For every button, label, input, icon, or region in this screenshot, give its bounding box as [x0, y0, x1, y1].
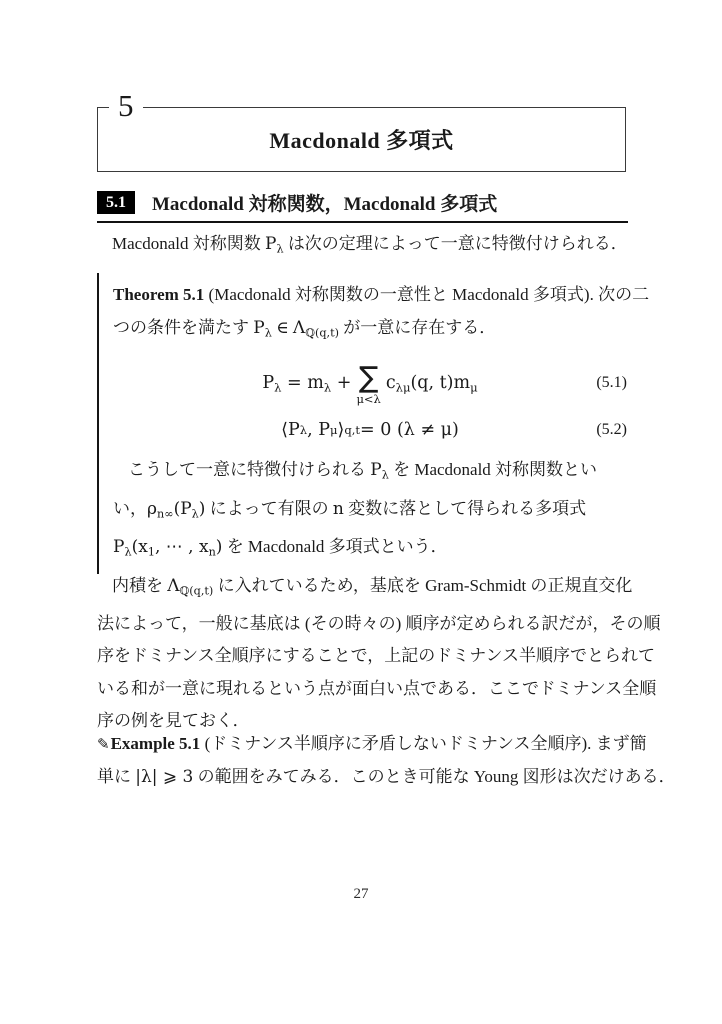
section-number-badge: 5.1: [97, 191, 135, 214]
section-rule: [97, 221, 628, 223]
equation-number: (5.2): [596, 421, 627, 439]
theorem-block: [97, 273, 650, 574]
text-line: 序の例を見ておく．: [97, 711, 250, 731]
text-line: 法によって，一般に基底は (その時々の) 順序が定められる訳だが，その順: [97, 613, 661, 633]
equation-5-1: [113, 354, 627, 412]
section-title: Macdonald 対称関数，Macdonald 多項式: [152, 194, 498, 215]
chapter-number: 5: [109, 87, 143, 125]
theorem-body-paragraph: [113, 453, 627, 568]
theorem-head-line: Theorem 5.1 (Macdonald 対称関数の一意性と Macdonald 多項式). 次の二: [113, 285, 650, 304]
sum-lower-limit: μ<λ: [356, 391, 381, 406]
text-line: 序をドミナンス全順序にすることで，上記のドミナンス半順序でとられて: [97, 646, 655, 666]
text-line: 内積を Λℚ(q,t) に入れているため，基底を Gram-Schmidt の正規直交化: [112, 576, 633, 598]
text-line: い，ρn∞(Pλ) によって有限の n 変数に落として得られる多項式: [113, 498, 587, 521]
chapter-heading: [97, 88, 626, 172]
text-line: いる和が一意に現れるという点が面白い点である．ここでドミナンス全順: [97, 678, 657, 698]
example-heading-text: Example 5.1 (ドミナンス半順序に矛盾しないドミナンス全順序). まず簡: [110, 734, 647, 753]
text-line: Pλ(x1, ⋯ , xn) を Macdonald 多項式という．: [113, 537, 448, 559]
text-line: 単に |λ| ⩾ 3 の範囲をみてみる．このとき可能な Young 図形は次だけある．: [97, 766, 676, 787]
equation-rhs: cλμ(q, t)mμ: [385, 372, 478, 395]
theorem-head-line: つの条件を満たす Pλ ∈ Λℚ(q,t) が一意に存在する．: [113, 318, 497, 340]
text-line: こうして一意に特徴付けられる Pλ を Macdonald 対称関数とい: [128, 460, 598, 482]
intro-paragraph: [97, 228, 628, 266]
sum-symbol-icon: ∑: [358, 359, 379, 394]
section-heading: [97, 190, 628, 223]
discussion-paragraph: [97, 570, 661, 738]
sum-operator: [356, 359, 381, 406]
equation-body: [262, 359, 478, 406]
example-block: [97, 728, 676, 793]
equation-5-2: [113, 414, 627, 446]
example-heading-line: [97, 728, 647, 761]
text-line: Macdonald 対称関数 Pλ は次の定理によって一意に特徴付けられる．: [112, 234, 628, 256]
equation-number: (5.1): [596, 374, 627, 392]
pencil-icon: ✎: [97, 735, 110, 753]
equation-lhs: Pλ = mλ +: [262, 372, 352, 395]
page-number: 27: [353, 886, 369, 902]
chapter-title: Macdonald 多項式: [269, 128, 454, 153]
section-heading-row: [97, 190, 628, 215]
equation-body: ⟨P λ , P μ ⟩ q,t = 0 (λ ≠ μ): [281, 420, 459, 441]
